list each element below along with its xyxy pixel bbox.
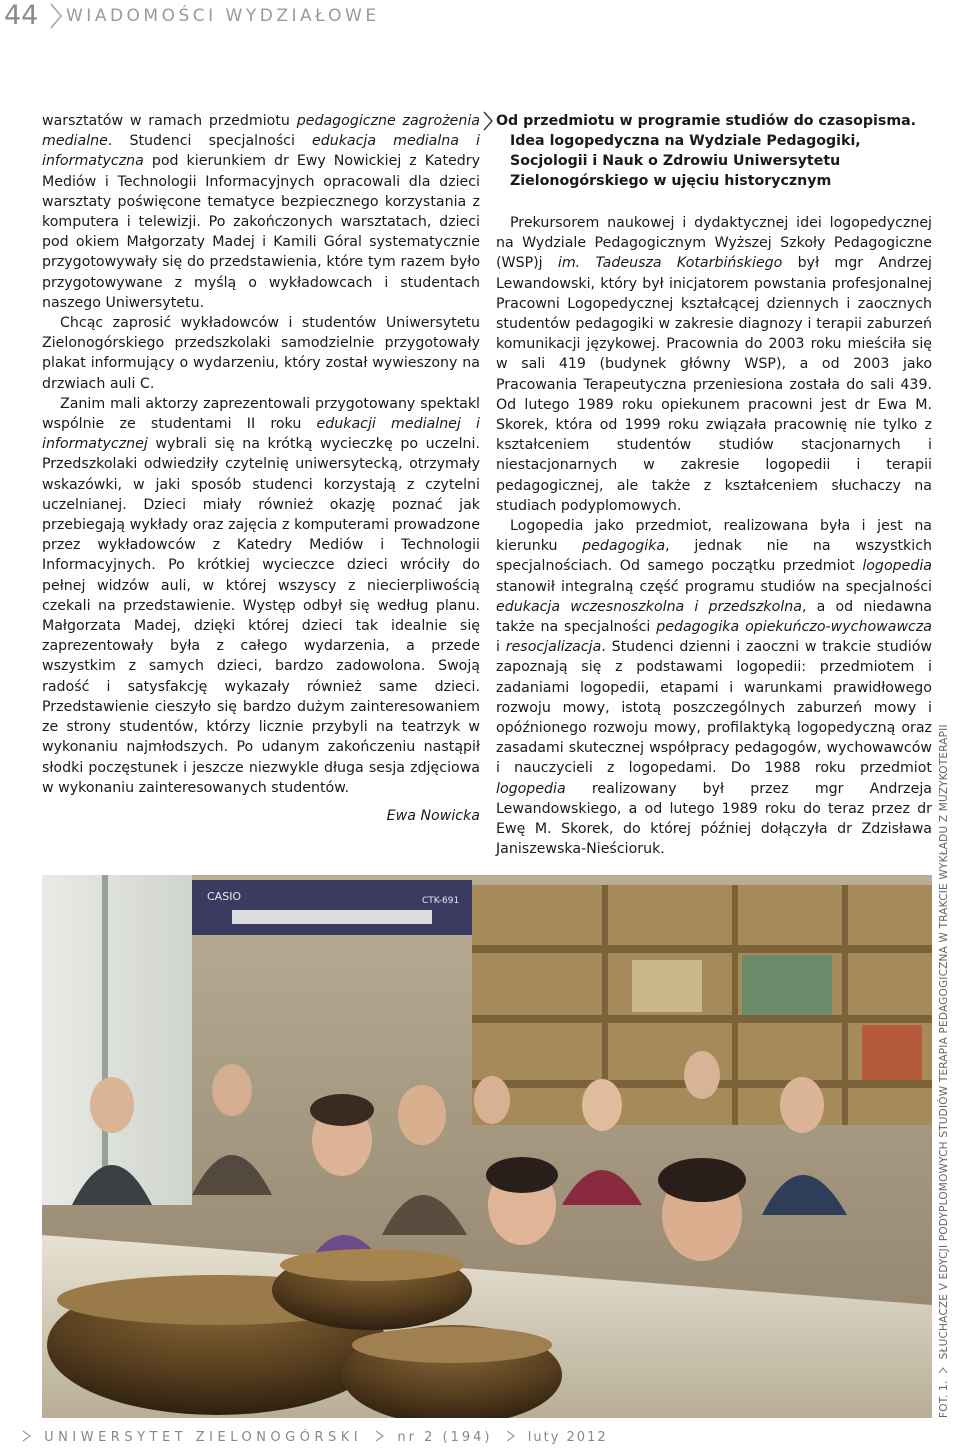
chevron-right-icon	[375, 1430, 384, 1442]
author-signature: Ewa Nowicka	[386, 807, 480, 824]
right-column	[496, 111, 932, 938]
footer	[22, 1430, 608, 1445]
text-run-italic: pedagogika	[582, 538, 666, 555]
keyboard-brand: CASIO	[207, 890, 242, 903]
text-run: wybrali się na krótką wycieczkę po uczelni. Przedszkolaki odwiedziły czytelnię uniwersytecką, otrzymały wskazówki, w jaki sposób studenci korzystają z czytelni uczelnianej. Dzieci miały również okazję poznać jak przebiegają wykłady oraz zajęcia z komputerami prowadzone przez wykładowców z Katedry Mediów i Technologii Informacyjnych. Po krótkiej wycieczce dzieci wróciły do pełnej widzów auli, w której wszyscy z niecierpliwością czekali na przedstawienie. Występ odbył się według planu. Małgorzata Madej, dzięki której dzieci tak idealnie się zaprezentowały była z całego wydarzenia, a przede wszystkim z samych dzieci, bardzo zadowolona. Swoją radość i satysfakcję wykazały również same dzieci. Przedstawienie cieszyło się bardzo dużym zainteresowaniem ze strony studentów, którzy licznie przybyli na teatrzyk w wykonaniu najmłodszych. Po udanym zakończeniu nastąpił słodki poczęstunek i jeszcze niezwykle długa sesja zdjęciowa w wykonaniu zainteresowanych studentów.	[42, 436, 480, 796]
text-run-italic: logopedia	[862, 558, 932, 575]
footer-issue: nr 2 (194)	[397, 1430, 493, 1445]
paragraph	[42, 394, 480, 798]
text-run: . Studenci dzienni i zaoczni w trakcie studiów zapoznają się z podstawami logopedii: przedmiotem i zadaniami logopedii, etapami i warunkami prawidłowego rozwoju mowy, istotą poszczególnych zaburzeń mowy i opóźnionego rozwoju mowy, profilaktyką logopedyczną oraz zasadami skutecznej współpracy pedagogów, wychowawców i nauczycieli z logopedami. Do 1988 roku przedmiot	[496, 639, 932, 777]
chevron-right-icon	[22, 1430, 31, 1442]
text-run: Prekursorem naukowej i dydaktycznej idei logopedycznej na Wydziale Pedagogicznym Wyższej Szkoły Pedagogiczne (WSP)j	[496, 215, 932, 272]
page-number: 44	[4, 0, 39, 31]
text-run: , jednak nie na wszystkich specjalnościach. Od samego początku przedmiot	[496, 538, 933, 575]
text-run-italic: logopedia	[496, 780, 566, 797]
heading-line: Od przedmiotu w programie studiów do czasopisma.	[496, 113, 917, 129]
text-run: . Studenci specjalności	[107, 133, 312, 150]
text-run: Logopedia jako przedmiot, realizowana była i jest na kierunku	[496, 518, 932, 555]
paragraph	[42, 111, 480, 313]
chevron-right-icon	[482, 111, 494, 131]
text-run: stanowił integralną część programu studiów na specjalności	[496, 578, 932, 595]
text-run-italic: resocjalizacja	[505, 639, 602, 656]
text-run: był mgr Andrzej Lewandowski, który był inicjatorem powstania profesjonalnej Pracowni Logopedycznej kształcącej dziennych i zaocznych studentów pedagogiki w zakresie diagnozy i terapii zaburzeń komunikacji językowej. Pracownia do 2003 roku mieściła się w sali 419 (budynek główny WSP), a od 2003 jako Pracowania Terapeutyczna przeniesiona została do sali 439. Od lutego 1989 roku opiekunem pracowni jest dr Ewa M. Skorek, która od 1999 roku związała pracownię nie tylko z kształceniem studentów studiów stacjonarnych i niestacjonarnych w zakresie logopedii i terapii pedagogicznej, ale także z kształceniem słuchaczy na studiach podyplomowych.	[496, 255, 933, 514]
paragraph: Chcąc zaprosić wykładowców i studentów Uniwersytetu Zielonogórskiego przedszkolaki samodzielnie przygotowały plakat informujący o wydarzeniu, który został wywieszony na drzwiach auli C.	[42, 315, 480, 392]
photo-caption	[938, 724, 950, 1418]
text-run: pod kierunkiem dr Ewy Nowickiej z Katedry Mediów i Technologii Informacyjnych opracowali dla dzieci warsztaty poświęcone tematyce bezpiecznego korzystania z komputera i telewizji. Po zakończonych warsztatach, dzieci pod okiem Małgorzaty Madej i Kamili Góral systematycznie przygotowywały się do przedstawienia, które tym razem było przygotowywane z myślą o wykładowcach i studentach naszego Uniwersytetu.	[42, 153, 480, 311]
text-run: , a od niedawna także na specjalności	[496, 598, 933, 636]
footer-date: luty 2012	[527, 1430, 608, 1445]
text-run: warsztatów w ramach przedmiotu	[42, 113, 297, 129]
chevron-right-icon	[48, 2, 64, 30]
caption-text: SŁUCHACZE V EDYCJI PODYPLOMOWYCH STUDIÓW TERAPIA PEDAGOGICZNA W TRAKCIE WYKŁADU Z MUZYKOTERAPII	[938, 724, 950, 1360]
text-run: Zanim mali aktorzy zaprezentowali przygotowany spektakl wspólnie ze studentami II roku	[42, 395, 480, 433]
text-run-italic: pedagogika opiekuńczo-wychowawcza	[656, 619, 932, 636]
text-run: i	[496, 639, 506, 656]
paragraph	[496, 213, 932, 516]
text-run-italic: im. Tadeusza Kotarbińskiego	[557, 255, 783, 272]
heading-line: Idea logopedyczna na Wydziale Pedagogiki, Socjologii i Nauk o Zdrowiu Uniwersytetu Zielonogórskiego w ujęciu historycznym	[510, 133, 861, 189]
keyboard-model: CTK-691	[422, 896, 460, 906]
left-column	[42, 111, 480, 826]
text-run-italic: edukacji medialnej i informatycznej	[42, 416, 481, 453]
classroom-photo	[42, 875, 932, 1418]
caption-label: FOT. 1.	[938, 1380, 950, 1418]
text-run: realizowany był przez mgr Andrzeja Lewandowskiego, a od lutego 1989 roku do teraz przez dr Ewę M. Skorek, do której później dołączyła dr Zdzisława Janiszewska-Nieścioruk.	[496, 780, 932, 858]
spacer	[496, 191, 932, 213]
section-title: WIADOMOŚCI WYDZIAŁOWE	[66, 6, 380, 26]
photo-illustration	[42, 875, 932, 1418]
paragraph	[496, 516, 932, 859]
text-run-italic: edukacja wczesnoszkolna i przedszkolna	[496, 598, 802, 615]
chevron-right-icon	[506, 1430, 515, 1442]
article-heading	[496, 111, 932, 191]
footer-university: UNIWERSYTET ZIELONOGÓRSKI	[44, 1430, 363, 1445]
chevron-right-icon	[938, 1366, 948, 1374]
text-run-italic: pedagogiczne zagrożenia medialne	[42, 113, 480, 150]
text-run-italic: edukacja medialna i informatyczna	[42, 133, 480, 170]
